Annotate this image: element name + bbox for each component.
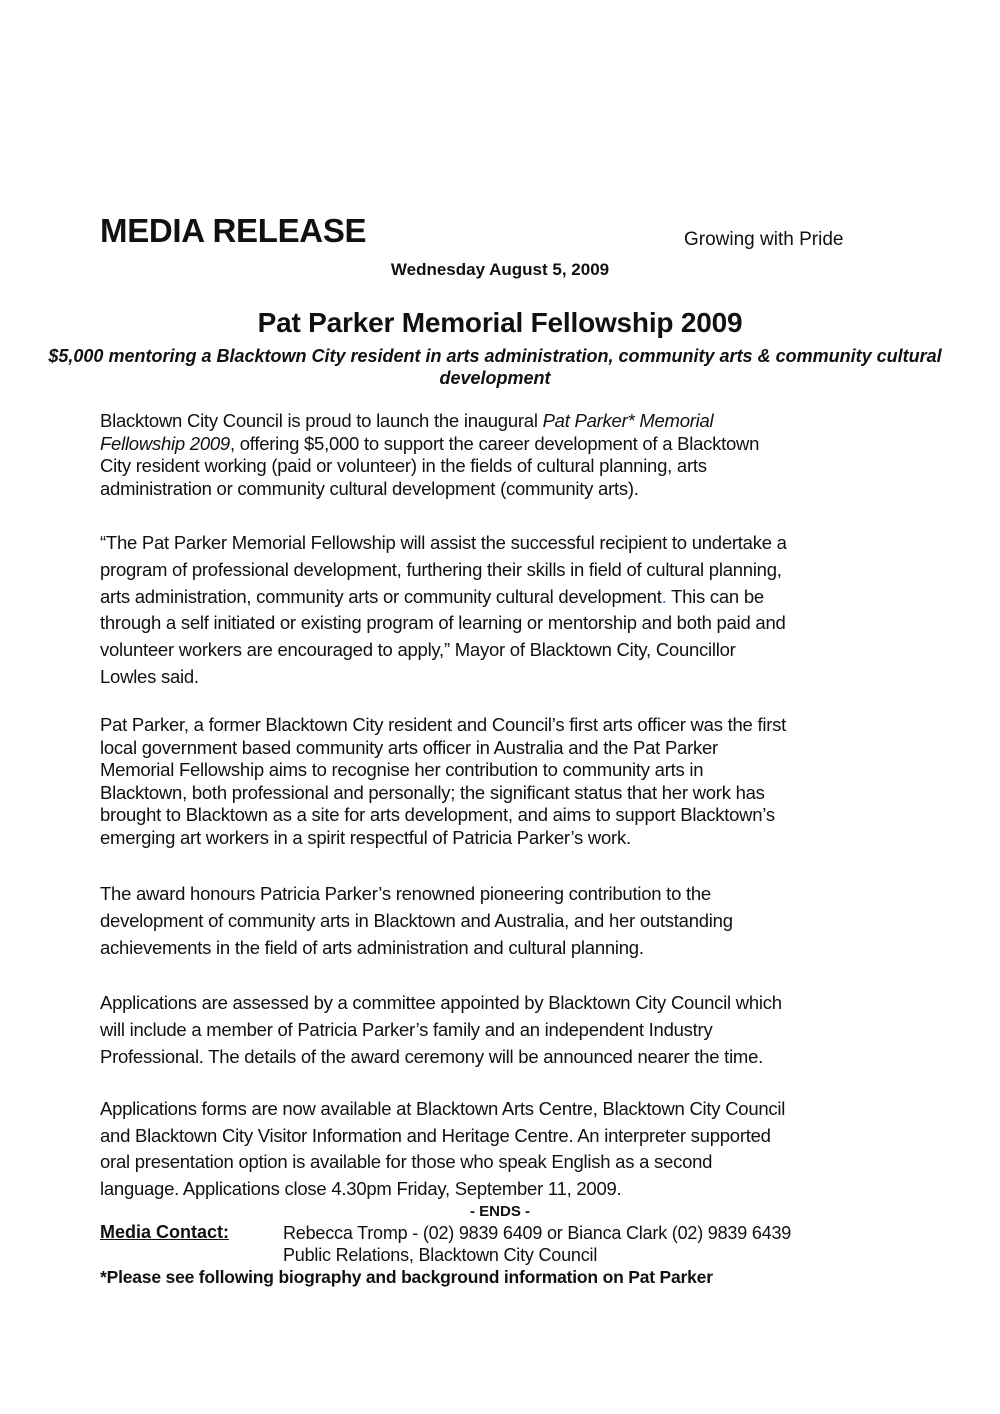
paragraph-line: administration or community cultural development (community arts).: [100, 477, 639, 499]
paragraph-line: through a self initiated or existing program of learning or mentorship and both paid and: [100, 612, 786, 634]
paragraph-line: City resident working (paid or volunteer) in the fields of cultural planning, arts: [100, 455, 707, 476]
paragraph-applications: [100, 1096, 890, 1202]
fellowship-name-italic: Fellowship 2009: [100, 432, 230, 454]
paragraph-intro: [100, 410, 890, 500]
paragraph-line: Lowles said.: [100, 665, 199, 687]
paragraph-line: The award honours Patricia Parker’s renowned pioneering contribution to the: [100, 883, 711, 904]
paragraph-line: Blacktown, both professional and personally; the significant status that her work has: [100, 781, 765, 803]
paragraph-line: development of community arts in Blacktown and Australia, and her outstanding: [100, 910, 733, 931]
paragraph-line: Professional. The details of the award ceremony will be announced nearer the time.: [100, 1046, 764, 1067]
paragraph-line: language. Applications close 4.30pm Friday, September 11, 2009.: [100, 1177, 622, 1199]
paragraph-line: emerging art workers in a spirit respectful of Patricia Parker’s work.: [100, 826, 631, 848]
headline: Pat Parker Memorial Fellowship 2009: [257, 307, 743, 338]
paragraph-line: [100, 584, 890, 611]
subheadline: $5,000 mentoring a Blacktown City resident in arts administration, community arts & community cultural development: [48, 346, 942, 388]
fellowship-name-italic: Pat Parker* Memorial: [542, 410, 714, 431]
text-run: , offering $5,000 to support the career development of a Blacktown: [229, 432, 760, 454]
paragraph-award: [100, 880, 890, 961]
paragraph-mayor-quote: [100, 530, 890, 691]
paragraph-line: Memorial Fellowship aims to recognise her contribution to community arts in: [100, 759, 704, 781]
paragraph-line: brought to Blacktown as a site for arts development, and aims to support Blacktown’s: [100, 804, 775, 826]
paragraph-line: local government based community arts officer in Australia and the Pat Parker: [100, 736, 718, 758]
media-contact-names: Rebecca Tromp - (02) 9839 6409 or Bianca Clark (02) 9839 6439: [283, 1223, 792, 1243]
paragraph-line: program of professional development, furthering their skills in field of cultural planning,: [100, 558, 782, 580]
paragraph-line: [100, 410, 890, 433]
media-contact-label: Media Contact:: [100, 1222, 230, 1242]
blue-period: .: [661, 585, 667, 607]
paragraph-line: [100, 433, 890, 456]
paragraph-line: Applications are assessed by a committee appointed by Blacktown City Council which: [100, 992, 782, 1013]
paragraph-line: and Blacktown City Visitor Information and Heritage Centre. An interpreter supported: [100, 1124, 771, 1146]
paragraph-line: will include a member of Patricia Parker’s family and an independent Industry: [100, 1019, 713, 1040]
paragraph-background: [100, 714, 890, 850]
paragraph-line: “The Pat Parker Memorial Fellowship will assist the successful recipient to undertake a: [100, 532, 787, 553]
paragraph-line: Applications forms are now available at Blacktown Arts Centre, Blacktown City Council: [100, 1098, 786, 1119]
footnote: *Please see following biography and background information on Pat Parker: [100, 1267, 713, 1287]
paragraph-line: volunteer workers are encouraged to apply,” Mayor of Blacktown City, Councillor: [100, 639, 736, 661]
paragraph-line: Pat Parker, a former Blacktown City resident and Council’s first arts officer was the first: [100, 714, 787, 735]
ends-marker: - ENDS -: [470, 1203, 530, 1220]
text-run: This can be: [666, 585, 764, 607]
paragraph-line: oral presentation option is available for those who speak English as a second: [100, 1151, 713, 1172]
paragraph-line: achievements in the field of arts administration and cultural planning.: [100, 937, 644, 958]
text-run: arts administration, community arts or community cultural development: [100, 585, 662, 607]
text-run: Blacktown City Council is proud to launch the inaugural: [100, 410, 543, 431]
paragraph-assessment: [100, 989, 890, 1070]
masthead-title: MEDIA RELEASE: [100, 212, 367, 249]
release-date: Wednesday August 5, 2009: [390, 260, 610, 279]
media-contact-department: Public Relations, Blacktown City Council: [283, 1245, 598, 1265]
tagline: Growing with Pride: [684, 229, 844, 250]
